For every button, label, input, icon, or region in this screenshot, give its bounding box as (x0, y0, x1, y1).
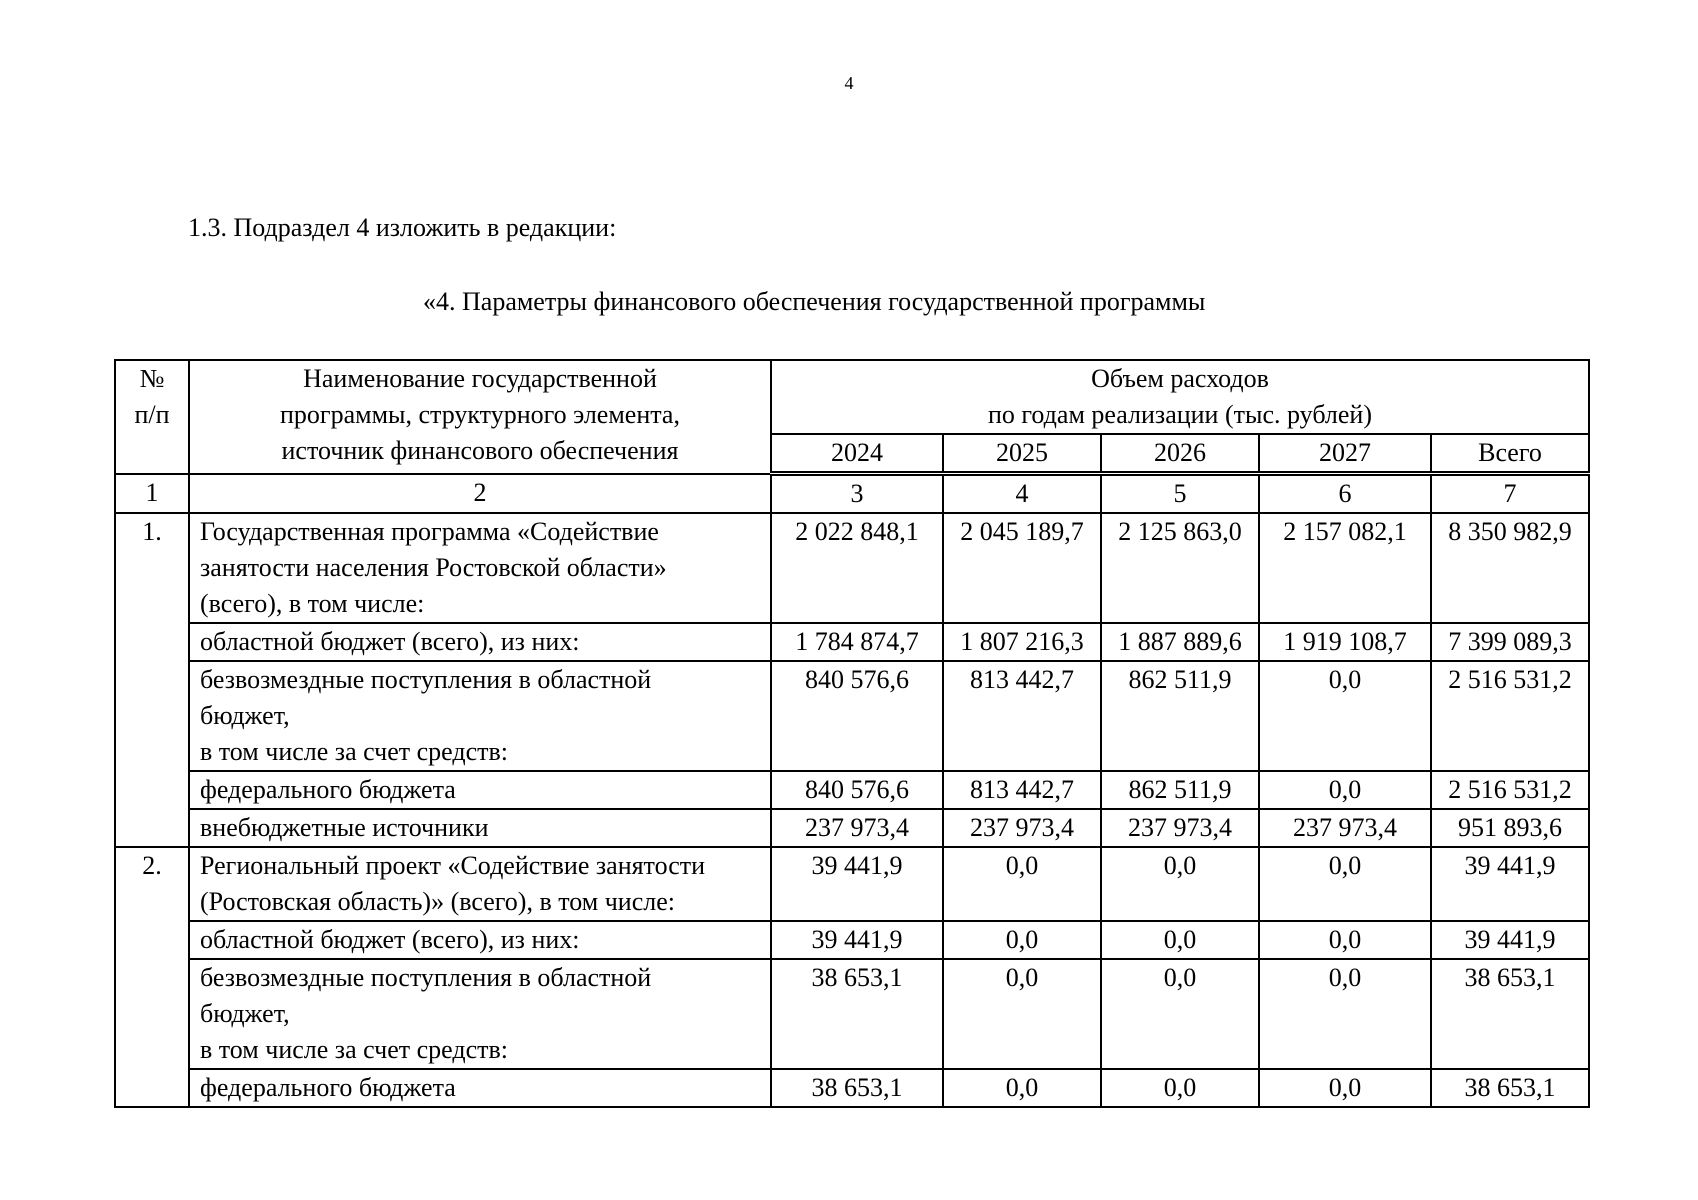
row-value: 951 893,6 (1431, 809, 1589, 847)
row-name (189, 661, 771, 771)
row-value: 2 157 082,1 (1259, 513, 1431, 623)
header-volume (771, 360, 1589, 434)
table-row (115, 809, 1589, 847)
row-value: 862 511,9 (1101, 771, 1259, 809)
intro-paragraph: 1.3. Подраздел 4 изложить в редакции: (188, 213, 617, 242)
row-value: 39 441,9 (1431, 847, 1589, 921)
row-name (189, 809, 771, 847)
row-value: 38 653,1 (771, 959, 943, 1069)
row-name-line: Государственная программа «Содействие (200, 517, 659, 546)
row-value: 0,0 (943, 847, 1101, 921)
column-number: 5 (1101, 474, 1259, 514)
row-name (189, 1069, 771, 1107)
column-numbers-row (115, 474, 1589, 514)
row-value: 0,0 (1259, 1069, 1431, 1107)
row-value: 0,0 (1101, 921, 1259, 959)
row-value: 38 653,1 (771, 1069, 943, 1107)
row-name-line: в том числе за счет средств: (200, 737, 508, 766)
header-name-line1: Наименование государственной (303, 364, 657, 393)
column-number: 7 (1431, 474, 1589, 514)
header-no-line1: № (139, 364, 165, 393)
table-row (115, 847, 1589, 921)
row-name-line: областной бюджет (всего), из них: (200, 925, 580, 954)
row-name-line: безвозмездные поступления в областной (200, 665, 652, 694)
row-value: 237 973,4 (1101, 809, 1259, 847)
row-value: 813 442,7 (943, 661, 1101, 771)
row-value: 39 441,9 (771, 847, 943, 921)
header-name-line3: источник финансового обеспечения (281, 436, 679, 465)
row-name-line: занятости населения Ростовской области» (200, 553, 667, 582)
row-name (189, 847, 771, 921)
row-value: 2 022 848,1 (771, 513, 943, 623)
page-number: 4 (844, 73, 854, 93)
row-value: 0,0 (943, 959, 1101, 1069)
row-name-line: федерального бюджета (200, 1073, 456, 1102)
row-value: 237 973,4 (1259, 809, 1431, 847)
row-value: 2 125 863,0 (1101, 513, 1259, 623)
row-name (189, 771, 771, 809)
row-name-line: внебюджетные источники (200, 813, 489, 842)
header-year-2025: 2025 (943, 434, 1101, 474)
row-name-line: федерального бюджета (200, 775, 456, 804)
header-name (189, 360, 771, 474)
row-value: 38 653,1 (1431, 959, 1589, 1069)
column-number: 3 (771, 474, 943, 514)
row-name (189, 921, 771, 959)
header-total: Всего (1431, 434, 1589, 474)
table-body (115, 474, 1589, 1108)
header-name-line2: программы, структурного элемента, (280, 400, 680, 429)
row-value: 813 442,7 (943, 771, 1101, 809)
section-title: «4. Параметры финансового обеспечения государственной программы (423, 287, 1206, 316)
header-year-2024: 2024 (771, 434, 943, 474)
header-year-2026: 2026 (1101, 434, 1259, 474)
table-row (115, 959, 1589, 1069)
header-volume-line1: Объем расходов (1091, 364, 1269, 393)
row-value: 0,0 (1259, 847, 1431, 921)
row-number: 1. (115, 513, 189, 847)
row-value: 0,0 (943, 921, 1101, 959)
row-name-line: (Ростовская область)» (всего), в том числе: (200, 887, 675, 916)
row-value: 2 045 189,7 (943, 513, 1101, 623)
row-value: 39 441,9 (1431, 921, 1589, 959)
table-row (115, 661, 1589, 771)
row-value: 0,0 (1259, 661, 1431, 771)
row-name-line: бюджет, (200, 701, 290, 730)
row-name-line: в том числе за счет средств: (200, 1035, 508, 1064)
financing-table (114, 359, 1590, 1108)
table-row (115, 921, 1589, 959)
header-volume-line2: по годам реализации (тыс. рублей) (988, 400, 1372, 429)
row-value: 237 973,4 (771, 809, 943, 847)
column-number: 1 (115, 474, 189, 514)
table-row (115, 771, 1589, 809)
row-value: 0,0 (1259, 921, 1431, 959)
row-name-line: безвозмездные поступления в областной (200, 963, 652, 992)
row-value: 1 919 108,7 (1259, 623, 1431, 661)
row-value: 1 887 889,6 (1101, 623, 1259, 661)
row-value: 0,0 (943, 1069, 1101, 1107)
header-year-2027: 2027 (1259, 434, 1431, 474)
row-value: 862 511,9 (1101, 661, 1259, 771)
row-value: 0,0 (1259, 959, 1431, 1069)
column-number: 2 (189, 474, 771, 514)
row-value: 0,0 (1101, 1069, 1259, 1107)
row-value: 1 807 216,3 (943, 623, 1101, 661)
row-number: 2. (115, 847, 189, 1107)
table-row (115, 1069, 1589, 1107)
row-value: 1 784 874,7 (771, 623, 943, 661)
row-name-line: бюджет, (200, 999, 290, 1028)
row-value: 237 973,4 (943, 809, 1101, 847)
row-value: 8 350 982,9 (1431, 513, 1589, 623)
table-row (115, 513, 1589, 623)
row-name (189, 623, 771, 661)
row-name-line: областной бюджет (всего), из них: (200, 627, 580, 656)
row-value: 7 399 089,3 (1431, 623, 1589, 661)
row-name-line: (всего), в том числе: (200, 589, 425, 618)
row-value: 39 441,9 (771, 921, 943, 959)
row-value: 2 516 531,2 (1431, 771, 1589, 809)
row-value: 0,0 (1259, 771, 1431, 809)
row-name-line: Региональный проект «Содействие занятости (200, 851, 706, 880)
row-name (189, 959, 771, 1069)
row-value: 38 653,1 (1431, 1069, 1589, 1107)
header-no-line2: п/п (134, 400, 170, 429)
row-name (189, 513, 771, 623)
column-number: 6 (1259, 474, 1431, 514)
column-number: 4 (943, 474, 1101, 514)
row-value: 0,0 (1101, 847, 1259, 921)
row-value: 840 576,6 (771, 661, 943, 771)
table-header (115, 360, 1589, 474)
row-value: 0,0 (1101, 959, 1259, 1069)
header-no (115, 360, 189, 474)
row-value: 2 516 531,2 (1431, 661, 1589, 771)
table-row (115, 623, 1589, 661)
row-value: 840 576,6 (771, 771, 943, 809)
